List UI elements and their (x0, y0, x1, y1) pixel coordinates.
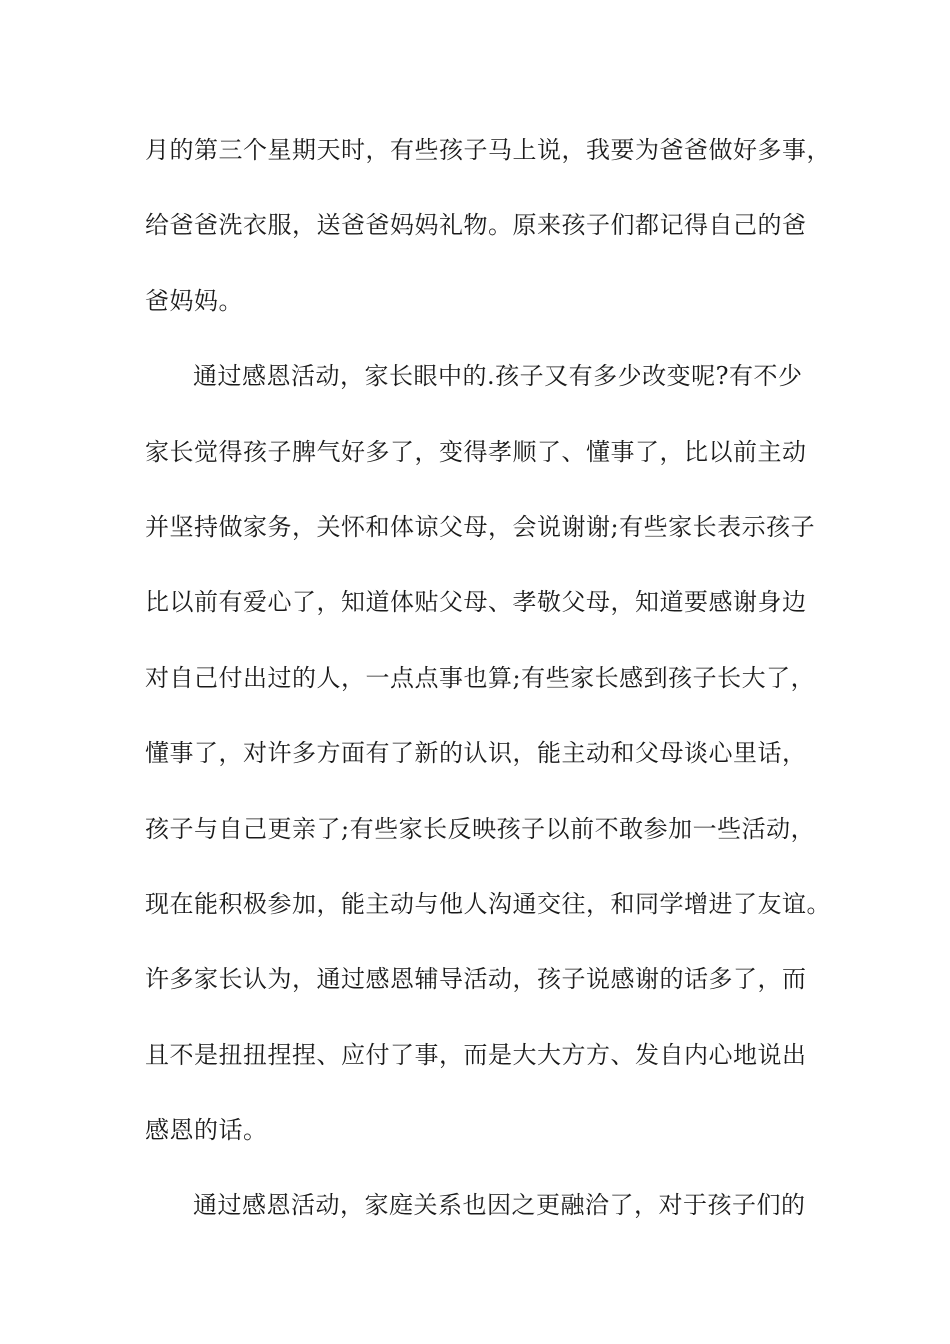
text-line: 月的第三个星期天时，有些孩子马上说，我要为爸爸做好多事， (145, 136, 831, 164)
text-line: 家长觉得孩子脾气好多了，变得孝顺了、懂事了，比以前主动 (145, 437, 807, 466)
text-line: 对自己付出过的人，一点点事也算;有些家长感到孩子长大了， (145, 663, 816, 692)
text-line: 许多家长认为，通过感恩辅导活动，孩子说感谢的话多了，而 (145, 965, 807, 994)
body-text (145, 124, 831, 1255)
text-line: 孩子与自己更亲了;有些家长反映孩子以前不敢参加一些活动， (145, 814, 816, 843)
text-line: 且不是扭扭捏捏、应付了事，而是大大方方、发自内心地说出 (145, 1040, 807, 1069)
text-line: 懂事了，对许多方面有了新的认识，能主动和父母谈心里话， (145, 739, 807, 768)
text-line: 并坚持做家务，关怀和体谅父母，会说谢谢;有些家长表示孩子 (145, 512, 816, 541)
text-line: 爸妈妈。 (145, 286, 243, 315)
paragraph-first-line: 通过感恩活动，家长眼中的.孩子又有多少改变呢?有不少 (193, 362, 803, 391)
text-line: 感恩的话。 (145, 1116, 268, 1145)
text-line: 比以前有爱心了，知道体贴父母、孝敬父母，知道要感谢身边 (145, 588, 807, 617)
text-line: 现在能积极参加，能主动与他人沟通交往，和同学增进了友谊。 (145, 889, 831, 918)
text-line: 给爸爸洗衣服，送爸爸妈妈礼物。原来孩子们都记得自己的爸 (145, 211, 807, 240)
paragraph-first-line: 通过感恩活动，家庭关系也因之更融洽了，对于孩子们的 (193, 1191, 806, 1220)
